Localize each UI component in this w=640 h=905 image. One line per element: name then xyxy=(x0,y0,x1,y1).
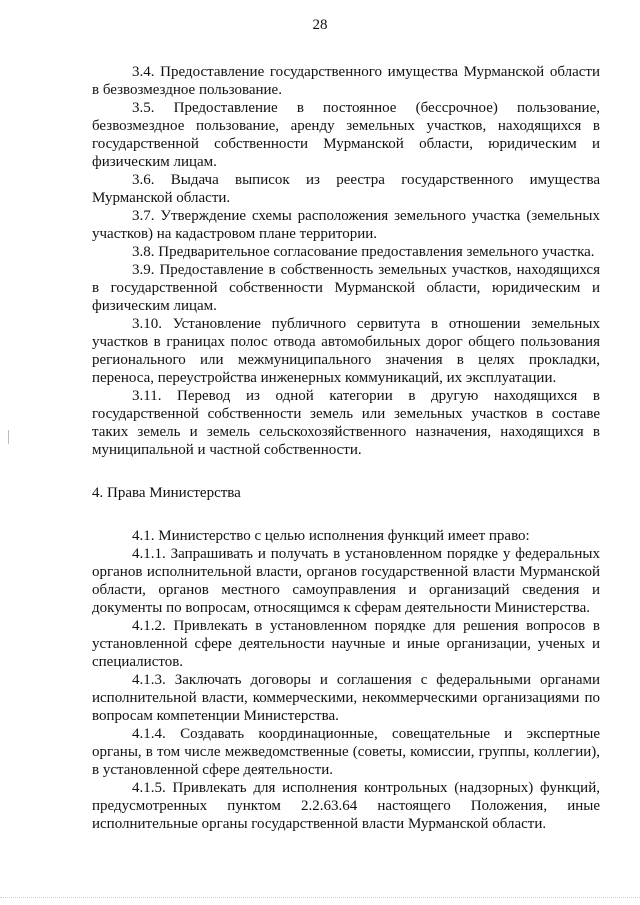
page-number: 28 xyxy=(312,17,328,33)
item-3-8: 3.8. Предварительное согласование предоставления земельного участка. xyxy=(132,244,595,260)
item-3-11: 3.11. Перевод из одной категории в другую находящихся в государственной собственности земель или земельных участков в составе таких земель и земель сельскохозяйственного назначения, находящихся в муниципальной и частной собственности. xyxy=(92,388,600,458)
item-3-9: 3.9. Предоставление в собственность земельных участков, находящихся в государственной собственности Мурманской области, юридическим и физическим лицам. xyxy=(92,262,600,314)
section-3-list xyxy=(92,63,600,459)
item-4-1-1: 4.1.1. Запрашивать и получать в установленном порядке у федеральных органов исполнительной власти, органов государственной власти Мурманской области, органов местного самоуправления и организаций сведения и документы по вопросам, относящимся к сферам деятельности Министерства. xyxy=(92,546,600,616)
item-4-1-4: 4.1.4. Создавать координационные, совещательные и экспертные органы, в том числе межведомственные (советы, комиссии, группы, коллегии), в установленной сфере деятельности. xyxy=(92,726,600,778)
item-4-1-5: 4.1.5. Привлекать для исполнения контрольных (надзорных) функций, предусмотренных пунктом 2.2.63.64 настоящего Положения, иные исполнительные органы государственной власти Мурманской области. xyxy=(92,780,600,832)
item-3-5: 3.5. Предоставление в постоянное (бессрочное) пользование, безвозмездное пользование, аренду земельных участков, находящихся в государственной собственности Мурманской области, юридическим и физическим лицам. xyxy=(92,100,600,170)
section-4-heading: 4. Права Министерства xyxy=(92,485,241,501)
item-4-1-2: 4.1.2. Привлекать в установленном порядке для решения вопросов в установленной сфере деятельности научные и иные организации, ученых и специалистов. xyxy=(92,618,600,670)
item-3-6: 3.6. Выдача выписок из реестра государственного имущества Мурманской области. xyxy=(92,172,600,206)
item-3-4: 3.4. Предоставление государственного имущества Мурманской области в безвозмездное пользование. xyxy=(92,64,600,98)
scan-margin-mark xyxy=(8,430,9,444)
item-4-1-3: 4.1.3. Заключать договоры и соглашения с федеральными органами исполнительной власти, коммерческими, некоммерческими организациями по вопросам компетенции Министерства. xyxy=(92,672,600,724)
item-3-10: 3.10. Установление публичного сервитута в отношении земельных участков в границах полос отвода автомобильных дорог общего пользования регионального или межмуниципального значения в целях прокладки, переноса, переустройства инженерных коммуникаций, их эксплуатации. xyxy=(92,316,600,386)
document-body xyxy=(92,63,600,833)
item-4-1: 4.1. Министерство с целью исполнения функций имеет право: xyxy=(132,528,530,544)
scan-bottom-edge xyxy=(0,897,640,899)
section-4-list xyxy=(92,527,600,833)
item-3-7: 3.7. Утверждение схемы расположения земельного участка (земельных участков) на кадастровом плане территории. xyxy=(92,208,600,242)
